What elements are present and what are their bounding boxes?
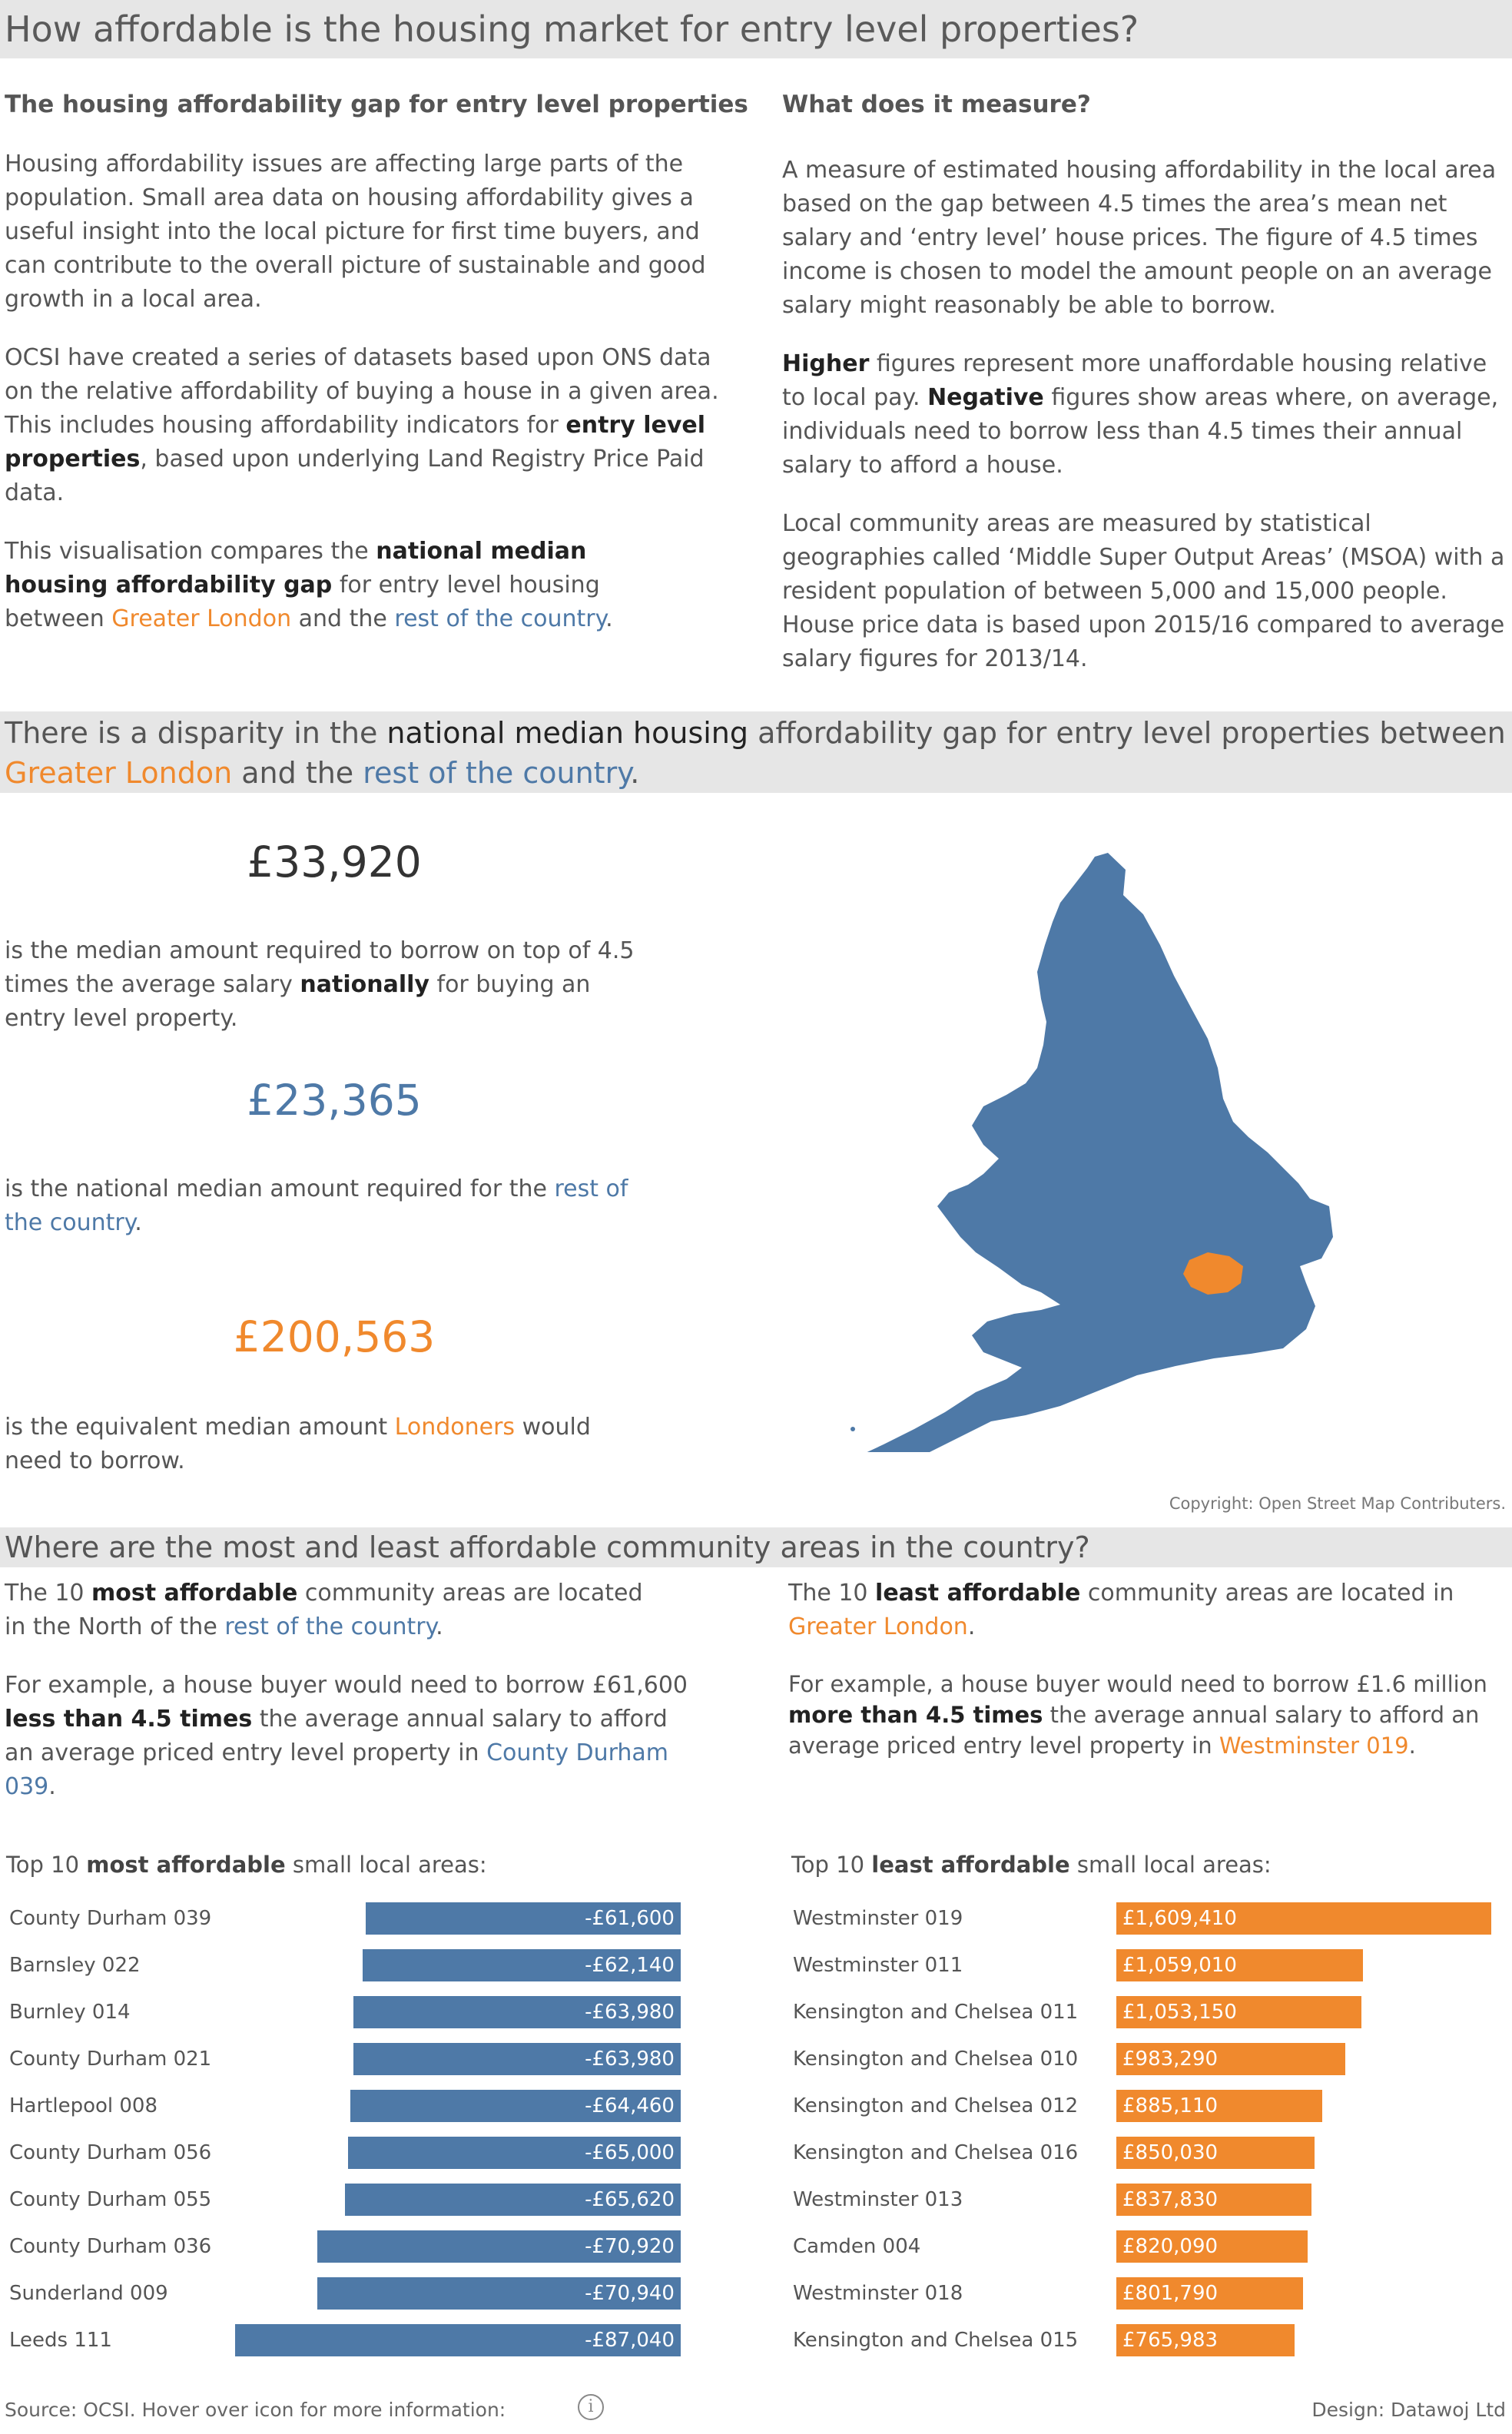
bar[interactable] xyxy=(1116,2043,1345,2075)
england-wales-map[interactable] xyxy=(830,837,1352,1452)
bar-label: Westminster 018 xyxy=(793,2282,963,2305)
bar-label: County Durham 055 xyxy=(9,2188,212,2211)
intro-paragraph-3 xyxy=(5,535,688,636)
bar[interactable] xyxy=(363,1949,681,1981)
bar-label: Westminster 019 xyxy=(793,1907,963,1930)
lp1-period: . xyxy=(436,1613,443,1640)
rp2-c: the average annual salary to afford an average priced entry level property in xyxy=(788,1702,1480,1759)
rp2-bold: more than 4.5 times xyxy=(788,1702,1043,1728)
rp2-area: Westminster 019 xyxy=(1219,1733,1409,1759)
bar[interactable] xyxy=(1116,1996,1361,2028)
stat2-rest: rest of the country xyxy=(5,1176,628,1236)
bar[interactable] xyxy=(345,2184,681,2216)
bar-value-label: -£61,600 xyxy=(585,1907,675,1930)
disparity-text-2: affordability gap for entry level properties between xyxy=(748,716,1506,750)
measure-text: figures represent more unaffordable housing relative to local pay. xyxy=(782,350,1487,411)
disparity-rest: rest of the country xyxy=(363,756,631,790)
lct-c: small local areas: xyxy=(285,1852,487,1878)
bar[interactable] xyxy=(1116,1949,1363,1981)
disparity-text: There is a disparity in the xyxy=(5,716,387,750)
bar-label: Camden 004 xyxy=(793,2235,921,2258)
rp1-period: . xyxy=(967,1613,976,1640)
lp1-a: The 10 xyxy=(5,1580,92,1607)
rp1-a: The 10 xyxy=(788,1580,876,1607)
bar-label: Kensington and Chelsea 016 xyxy=(793,2141,1079,2164)
page-title: How affordable is the housing market for entry level properties? xyxy=(5,8,1139,50)
bar-label: County Durham 021 xyxy=(9,2048,212,2071)
bar-value-label: -£70,920 xyxy=(585,2235,675,2258)
most-affordable-bar-chart xyxy=(0,1901,691,2377)
bar-label: Hartlepool 008 xyxy=(9,2094,158,2117)
bar-label: Barnsley 022 xyxy=(9,1954,141,1977)
bar-label: County Durham 036 xyxy=(9,2235,212,2258)
stat1-bold: nationally xyxy=(300,971,429,998)
bar[interactable] xyxy=(348,2137,681,2169)
lp2-period: . xyxy=(48,1773,56,1800)
bar-value-label: -£63,980 xyxy=(585,2048,675,2071)
lct-a: Top 10 xyxy=(6,1852,87,1878)
disparity-period: . xyxy=(630,756,640,790)
bar-value-label: £983,290 xyxy=(1122,2048,1219,2071)
bar-value-label: £1,059,010 xyxy=(1122,1954,1237,1977)
bar-label: Leeds 111 xyxy=(9,2329,112,2352)
bar-label: Kensington and Chelsea 012 xyxy=(793,2094,1079,2117)
bar-label: County Durham 056 xyxy=(9,2141,212,2164)
stat3-text-end: would need to borrow. xyxy=(5,1414,591,1474)
intro-p3-text-3: and the xyxy=(291,605,395,632)
stat1-text-end: for buying an entry level property. xyxy=(5,971,591,1032)
national-median-desc xyxy=(5,934,650,1036)
stat2-period: . xyxy=(134,1209,142,1236)
rest-median-desc xyxy=(5,1172,650,1240)
stat2-text: is the national median amount required for the xyxy=(5,1176,555,1202)
bar[interactable] xyxy=(1116,2090,1322,2122)
bar-value-label: £765,983 xyxy=(1122,2329,1219,2352)
bar-value-label: -£63,980 xyxy=(585,2001,675,2024)
intro-p3-london: Greater London xyxy=(111,605,292,632)
bar-label: Burnley 014 xyxy=(9,2001,131,2024)
rp2-a: For example, a house buyer would need to borrow £1.6 million xyxy=(788,1671,1487,1697)
bar-value-label: -£62,140 xyxy=(585,1954,675,1977)
intro-p2-bold: entry level properties xyxy=(5,412,706,473)
least-affordable-chart-title xyxy=(791,1852,1272,1878)
bar-label: Kensington and Chelsea 015 xyxy=(793,2329,1079,2352)
lct-bold: most affordable xyxy=(86,1852,286,1878)
intro-p2-text: OCSI have created a series of datasets based upon ONS data on the relative affordability of buying a house in a given area. This includes housing affordability indicators for xyxy=(5,344,719,439)
disparity-header-band xyxy=(0,711,1512,793)
most-affordable-chart-title xyxy=(6,1852,487,1878)
intro-paragraph-2 xyxy=(5,341,719,510)
measure-higher: Higher xyxy=(782,350,870,377)
community-heading: Where are the most and least affordable community areas in the country? xyxy=(5,1530,1090,1564)
intro-p3-bold: national median housing affordability gap xyxy=(5,538,587,599)
rp2-period: . xyxy=(1408,1733,1416,1759)
measure-paragraph-1: A measure of estimated housing affordability in the local area based on the gap between 4.5 times the area’s mean net salary and ‘entry level’ house prices. The figure of 4.5 times income is chosen to model the amount people on an average salary might reasonably be able to borrow. xyxy=(782,157,1497,319)
measure-paragraph-3: Local community areas are measured by statistical geographies called ‘Middle Super Output Areas’ (MSOA) with a resident population of between 5,000 and 15,000 people. House price data is based upon 2015/16 compared to average salary figures for 2013/14. xyxy=(782,510,1505,672)
bar-value-label: £820,090 xyxy=(1122,2235,1219,2258)
bar-value-label: -£70,940 xyxy=(585,2282,675,2305)
bar-value-label: -£65,620 xyxy=(585,2188,675,2211)
bar-label: Sunderland 009 xyxy=(9,2282,168,2305)
intro-left-heading: The housing affordability gap for entry level properties xyxy=(5,91,748,118)
bar-value-label: -£87,040 xyxy=(585,2329,675,2352)
disparity-bold: national median housing xyxy=(386,716,749,750)
intro-p3-rest: rest of the country xyxy=(394,605,606,632)
bar[interactable] xyxy=(317,2277,681,2310)
bar[interactable] xyxy=(350,2090,681,2122)
bar-label: Kensington and Chelsea 011 xyxy=(793,2001,1079,2024)
most-affordable-p2 xyxy=(5,1669,696,1804)
community-header-band xyxy=(0,1527,1512,1567)
rest-of-country-region[interactable] xyxy=(845,853,1333,1452)
least-affordable-p2 xyxy=(788,1669,1487,1761)
intro-p3-text: This visualisation compares the xyxy=(5,538,376,565)
lp2-bold: less than 4.5 times xyxy=(5,1706,253,1733)
measure-negative: Negative xyxy=(927,384,1044,411)
bar[interactable] xyxy=(1116,2137,1315,2169)
stat3-text: is the equivalent median amount xyxy=(5,1414,395,1441)
bar-value-label: £1,609,410 xyxy=(1122,1907,1237,1930)
lp1-bold: most affordable xyxy=(91,1580,298,1607)
bar[interactable] xyxy=(1116,2184,1311,2216)
london-median-desc xyxy=(5,1411,650,1478)
lp1-rest: rest of the country xyxy=(224,1613,436,1640)
rct-c: small local areas: xyxy=(1069,1852,1272,1878)
rct-a: Top 10 xyxy=(791,1852,872,1878)
bar[interactable] xyxy=(1116,1902,1491,1935)
lp2-c: the average annual salary to afford an average priced entry level property in xyxy=(5,1706,668,1766)
intro-p3-period: . xyxy=(605,605,613,632)
stat3-londoners: Londoners xyxy=(394,1414,516,1441)
map-copyright: Copyright: Open Street Map Contributers. xyxy=(1169,1494,1506,1513)
london-median-value: £200,563 xyxy=(233,1312,436,1361)
lp2-area: County Durham 039 xyxy=(5,1739,669,1800)
most-affordable-p1 xyxy=(5,1577,665,1644)
bar[interactable] xyxy=(1116,2324,1295,2356)
rp1-c: community areas are located in xyxy=(1080,1580,1454,1607)
measure-paragraph-2 xyxy=(782,347,1504,482)
bar-value-label: -£65,000 xyxy=(585,2141,675,2164)
bar-label: Westminster 011 xyxy=(793,1954,963,1977)
measure-text-end: figures show areas where, on average, individuals need to borrow less than 4.5 times their annual salary to afford a house. xyxy=(782,384,1499,479)
bar[interactable] xyxy=(235,2324,681,2356)
disparity-heading xyxy=(0,711,1512,793)
intro-p2-text-end: , based upon underlying Land Registry Price Paid data. xyxy=(5,446,705,506)
footer-design: Design: Datawoj Ltd xyxy=(1311,2399,1506,2421)
bar[interactable] xyxy=(317,2230,681,2263)
bar[interactable] xyxy=(353,1996,681,2028)
bar-label: County Durham 039 xyxy=(9,1907,212,1930)
lp2-a: For example, a house buyer would need to borrow £61,600 xyxy=(5,1672,688,1699)
info-icon[interactable]: i xyxy=(578,2394,604,2420)
bar-label: Kensington and Chelsea 010 xyxy=(793,2048,1079,2071)
least-affordable-bar-chart xyxy=(784,1901,1512,2377)
island-marker xyxy=(850,1427,855,1431)
bar[interactable] xyxy=(366,1902,681,1935)
bar[interactable] xyxy=(1116,2230,1308,2263)
intro-paragraph-1: Housing affordability issues are affecting large parts of the population. Small area data on housing affordability gives a useful insight into the local picture for first time buyers, and can contribute to the overall picture of sustainable and good growth in a local area. xyxy=(5,151,706,313)
bar-label: Westminster 013 xyxy=(793,2188,963,2211)
intro-right-heading: What does it measure? xyxy=(782,91,1091,118)
bar[interactable] xyxy=(353,2043,681,2075)
intro-p3-text-2: for entry level housing between xyxy=(5,572,600,632)
rp1-london: Greater London xyxy=(788,1613,968,1640)
rp1-bold: least affordable xyxy=(875,1580,1081,1607)
title-band xyxy=(0,0,1512,58)
bar-value-label: £850,030 xyxy=(1122,2141,1219,2164)
rest-median-value: £23,365 xyxy=(247,1076,422,1125)
lp1-c: community areas are located in the North of the xyxy=(5,1580,643,1640)
bar-value-label: £837,830 xyxy=(1122,2188,1219,2211)
disparity-london: Greater London xyxy=(5,756,233,790)
bar-value-label: £1,053,150 xyxy=(1122,2001,1237,2024)
national-median-value: £33,920 xyxy=(247,837,422,887)
disparity-text-3: and the xyxy=(232,756,363,790)
bar-value-label: £801,790 xyxy=(1122,2282,1219,2305)
bar[interactable] xyxy=(1116,2277,1303,2310)
rct-bold: least affordable xyxy=(871,1852,1070,1878)
bar-value-label: -£64,460 xyxy=(585,2094,675,2117)
least-affordable-p1 xyxy=(788,1577,1480,1644)
footer-source: Source: OCSI. Hover over icon for more information: xyxy=(5,2399,506,2421)
stat1-text: is the median amount required to borrow on top of 4.5 times the average salary xyxy=(5,937,635,998)
bar-value-label: £885,110 xyxy=(1122,2094,1219,2117)
